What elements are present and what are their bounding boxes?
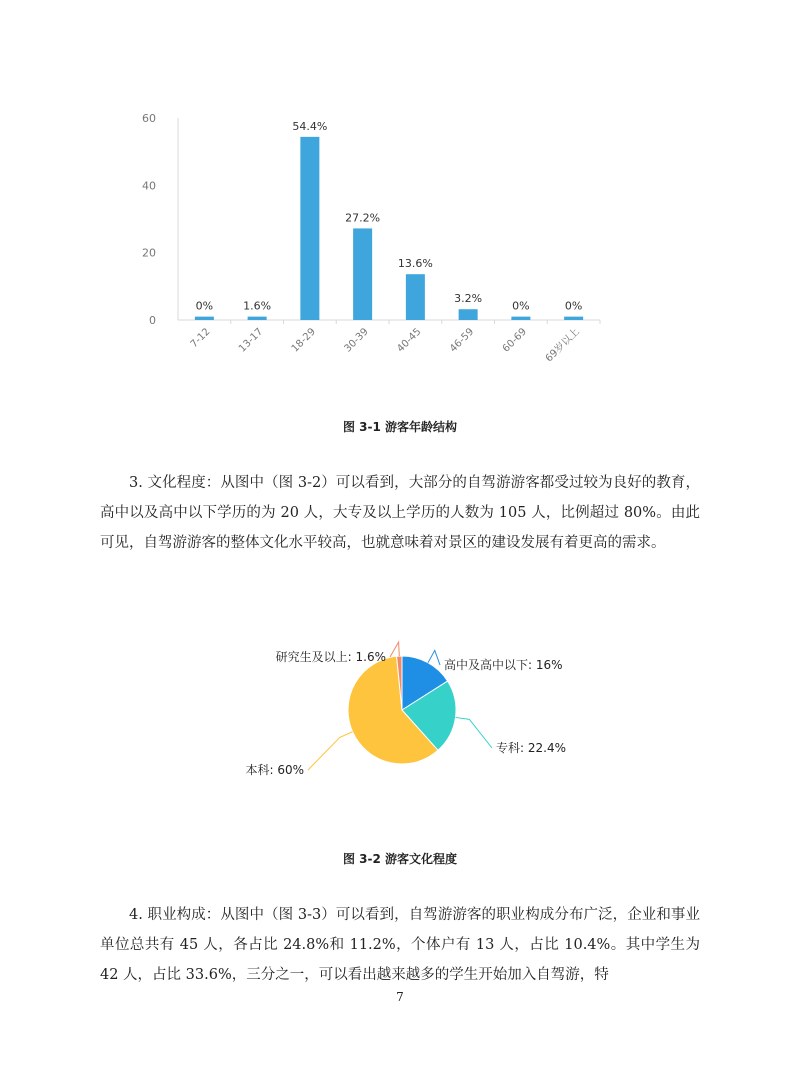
paragraph-education	[100, 468, 700, 558]
pie-leader-line	[390, 642, 399, 657]
bar	[459, 309, 478, 320]
y-tick-label: 20	[142, 246, 156, 260]
bar-data-label: 0%	[512, 299, 530, 313]
bar-data-label: 3.2%	[454, 292, 483, 306]
paragraph-occupation	[100, 900, 700, 990]
y-tick-label: 40	[142, 179, 156, 193]
x-tick-label: 30-39	[342, 326, 371, 355]
figure1-caption: 图 3-1 游客年龄结构	[342, 420, 458, 434]
bar-data-label: 27.2%	[345, 211, 381, 225]
pie-slice-label: 专科: 22.4%	[496, 741, 566, 755]
bar	[406, 274, 425, 320]
bar	[564, 317, 583, 320]
bar	[195, 317, 214, 320]
bar-data-label: 0%	[564, 299, 583, 313]
age-bar-chart	[120, 100, 620, 400]
x-tick-label: 13-17	[236, 326, 266, 355]
pie-leader-line	[428, 650, 440, 665]
pie-slice-label: 高中及高中以下: 16%	[444, 658, 563, 672]
bar	[248, 317, 267, 320]
bar	[353, 228, 372, 320]
pie-slice-label: 本科: 60%	[245, 763, 304, 777]
bar	[300, 137, 319, 320]
figure2-caption: 图 3-2 游客文化程度	[342, 852, 458, 866]
pie-slice-label: 研究生及以上: 1.6%	[275, 650, 386, 664]
bar-data-label: 13.6%	[397, 257, 433, 271]
pie-leader-line	[455, 717, 492, 748]
paragraph-education-text: 3. 文化程度：从图中（图 3-2）可以看到，大部分的自驾游游客都受过较为良好的教育，高中以及高中以下学历的为 20 人，大专及以上学历的人数为 105 人，比例超过 80%。由此可见，自驾游游客的整体文化水平较高，也就意味着对景区的建设发展有着更高的需求。	[100, 475, 700, 551]
education-pie-chart	[220, 630, 620, 800]
x-tick-label: 18-29	[289, 326, 318, 355]
paragraph-occupation-text: 4. 职业构成：从图中（图 3-3）可以看到，自驾游游客的职业构成分布广泛，企业和事业单位总共有 45 人，各占比 24.8%和 11.2%，个体户有 13 人，占比 10.4%。其中学生为 42 人，占比 33.6%，三分之一，可以看出越来越多的学生开始加入自驾游，特	[100, 907, 700, 983]
pie-leader-line	[308, 732, 353, 770]
bar-data-label: 0%	[195, 299, 214, 313]
bar-data-label: 1.6%	[243, 299, 272, 313]
x-tick-label: 69岁以上	[543, 326, 582, 365]
x-tick-label: 40-45	[395, 326, 424, 355]
x-tick-label: 60-69	[500, 326, 529, 355]
page-number: 7	[396, 990, 404, 1004]
y-tick-label: 60	[142, 112, 156, 125]
y-tick-label: 0	[149, 314, 156, 327]
x-tick-label: 46-59	[447, 326, 477, 355]
bar-data-label: 54.4%	[292, 119, 328, 133]
x-tick-label: 7-12	[188, 326, 213, 351]
bar	[511, 317, 530, 320]
